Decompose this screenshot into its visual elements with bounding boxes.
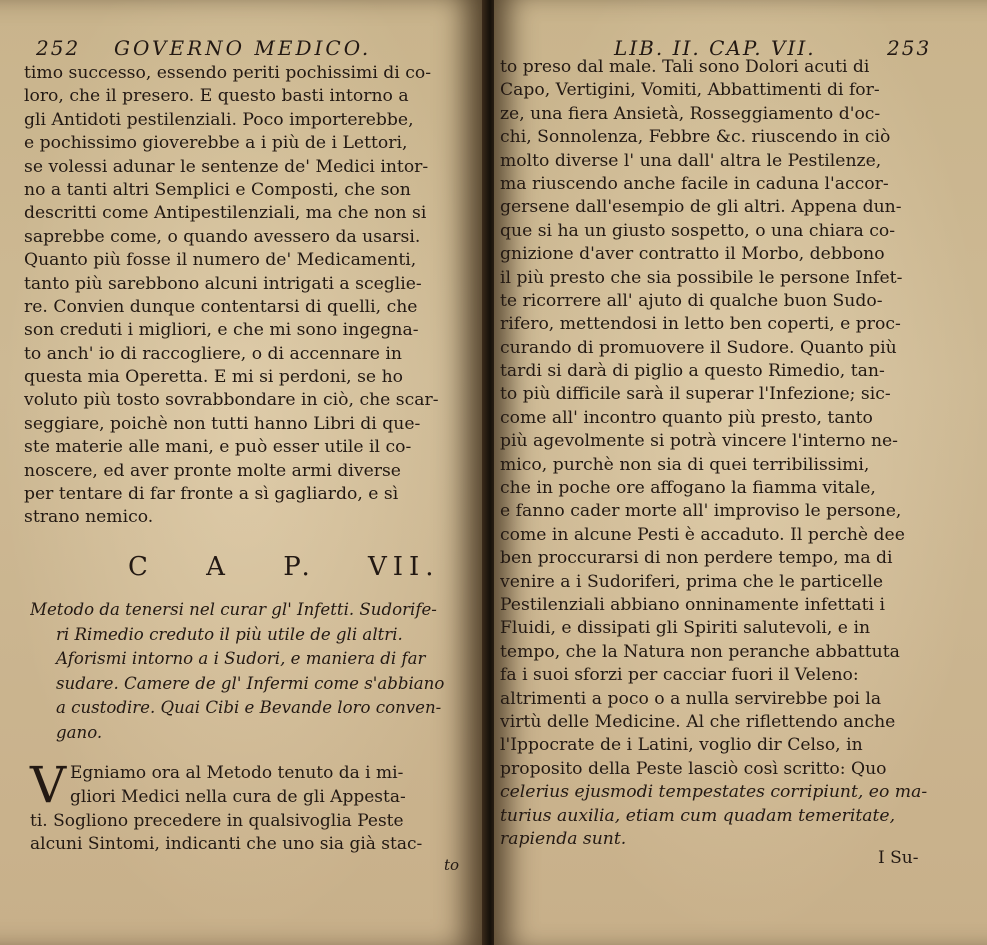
text-line: noscere, ed aver pronte molte armi diverse [24,460,401,481]
text-line: rapienda sunt. [500,828,627,849]
left-page [0,0,486,945]
right-catchword: I Su- [878,848,919,868]
text-line: altrimenti a poco o a nulla servirebbe poi la [500,688,882,709]
chapter-opening [30,756,486,857]
summary-line: Metodo da tenersi nel curar gl' Infetti. Sudorife- [30,600,437,619]
text-line: Fluidi, e dissipati gli Spiriti salutevoli, e in [500,618,871,639]
chapter-heading-part: A [206,552,231,582]
text-line: Egniamo ora al Metodo tenuto da i mi- [70,763,404,783]
chapter-summary [30,598,486,746]
text-line: che in poche ore affogano la fiamma vitale, [500,478,876,499]
text-line: ben proccurarsi di non perdere tempo, ma di [500,548,893,569]
text-line: tanto più sarebbono alcuni intrigati a sceglie- [24,273,422,294]
text-line: son creduti i migliori, e che mi sono ingegna- [24,320,419,341]
text-line: saprebbe come, o quando avessero da usarsi. [24,226,421,247]
text-line: come all' incontro quanto più presto, tanto [500,407,873,428]
text-line: te ricorrere all' ajuto di qualche buon Sudo- [500,290,883,311]
text-line: seggiare, poichè non tutti hanno Libri di que- [24,413,421,434]
text-line: gnizione d'aver contratto il Morbo, debbono [500,244,885,265]
text-line: curando di promuovere il Sudore. Quanto più [500,337,897,358]
right-page-number: 253 [887,36,932,60]
left-body-text [24,62,486,530]
text-line: tempo, che la Natura non peranche abbattuta [500,641,900,662]
text-line: tardi si darà di piglio a questo Rimedio, tan- [500,361,885,382]
text-line: to preso dal male. Tali sono Dolori acuti di [500,57,870,77]
text-line: molto diverse l' una dall' altra le Pestilenze, [500,150,882,171]
text-line: gli Antidoti pestilenziali. Poco importerebbe, [24,109,414,130]
text-line: Quanto più fosse il numero de' Medicamenti, [24,250,417,271]
text-line: no a tanti altri Semplici e Composti, che son [24,179,411,200]
chapter-heading [128,552,478,582]
drop-cap: V [30,756,67,814]
text-line: questa mia Operetta. E mi si perdoni, se ho [24,367,403,388]
text-line: mico, purchè non sia di quei terribilissimi, [500,454,870,475]
text-line: se volessi adunar le sentenze de' Medici intor- [24,156,429,177]
text-line: loro, che il presero. E questo basti intorno a [24,86,409,107]
text-line: que si ha un giusto sospetto, o una chiara co- [500,220,896,241]
text-line: gersene dall'esempio de gli altri. Appena dun- [500,197,902,218]
text-line: e fanno cader morte all' improviso le persone, [500,501,902,522]
summary-line: sudare. Camere de gl' Infermi come s'abbiano [56,673,445,693]
right-running-head: LIB. II. CAP. VII. [614,36,816,60]
text-line: ti. Sogliono precedere in qualsivoglia Peste [30,810,404,831]
text-line: to anch' io di raccogliere, o di accennare in [24,343,402,364]
text-line: timo successo, essendo periti pochissimi di co- [24,63,432,83]
text-line: come in alcune Pesti è accaduto. Il perchè dee [500,524,905,545]
left-page-number: 252 [36,36,81,60]
summary-line: ri Rimedio creduto il più utile de gli altri. [56,624,403,644]
text-line: ze, una fiera Ansietà, Rosseggiamento d'oc- [500,103,881,124]
left-catchword: to [444,856,460,874]
text-line: fa i suoi sforzi per cacciar fuori il Veleno: [500,665,859,686]
text-line: per tentare di far fronte a sì gagliardo, e sì [24,484,399,505]
text-line: ste materie alle mani, e può esser utile il co- [24,437,412,458]
chapter-heading-part: C [128,552,154,582]
text-line: e pochissimo gioverebbe a i più de i Lettori, [24,133,408,154]
text-line: l'Ippocrate de i Latini, voglio dir Celso, in [500,735,863,756]
text-line: proposito della Peste lasciò così scritto: Quo [500,758,887,779]
text-line: alcuni Sintomi, indicanti che uno sia già stac- [30,834,423,855]
summary-line: a custodire. Quai Cibi e Bevande loro conven- [56,698,442,718]
text-line: il più presto che sia possibile le persone Infet- [500,267,903,288]
text-line: to più difficile sarà il superar l'Infezione; sic- [500,384,891,405]
text-line: strano nemico. [24,507,154,528]
right-body-text [500,56,952,851]
text-line: descritti come Antipestilenziali, ma che non si [24,203,427,224]
text-line: Capo, Vertigini, Vomiti, Abbattimenti di for- [500,80,880,101]
text-line: gliori Medici nella cura de gli Appesta- [70,786,406,807]
text-line: rifero, mettendosi in letto ben coperti, e proc- [500,314,901,335]
chapter-heading-part: P. [283,552,316,582]
chapter-heading-part: VII. [367,552,440,582]
text-line: turius auxilia, etiam cum quadam temeritate, [500,805,896,826]
text-line: re. Convien dunque contentarsi di quelli, che [24,296,418,317]
text-line: voluto più tosto sovrabbondare in ciò, che scar- [24,390,439,411]
text-line: più agevolmente si potrà vincere l'interno ne- [500,431,898,452]
text-line: venire a i Sudoriferi, prima che le particelle [500,571,884,592]
summary-line: Aforismi intorno a i Sudori, e maniera di far [56,649,426,669]
left-running-head: GOVERNO MEDICO. [114,36,372,60]
text-line: Pestilenziali abbiano onninamente infettati i [500,594,885,615]
text-line: chi, Sonnolenza, Febbre &c. riuscendo in ciò [500,127,891,148]
text-line: virtù delle Medicine. Al che riflettendo anche [500,711,896,732]
summary-line: gano. [56,722,103,742]
text-line: ma riuscendo anche facile in caduna l'accor- [500,173,889,194]
text-line: celerius ejusmodi tempestates corripiunt, eo ma- [500,782,928,803]
right-page [494,0,987,945]
